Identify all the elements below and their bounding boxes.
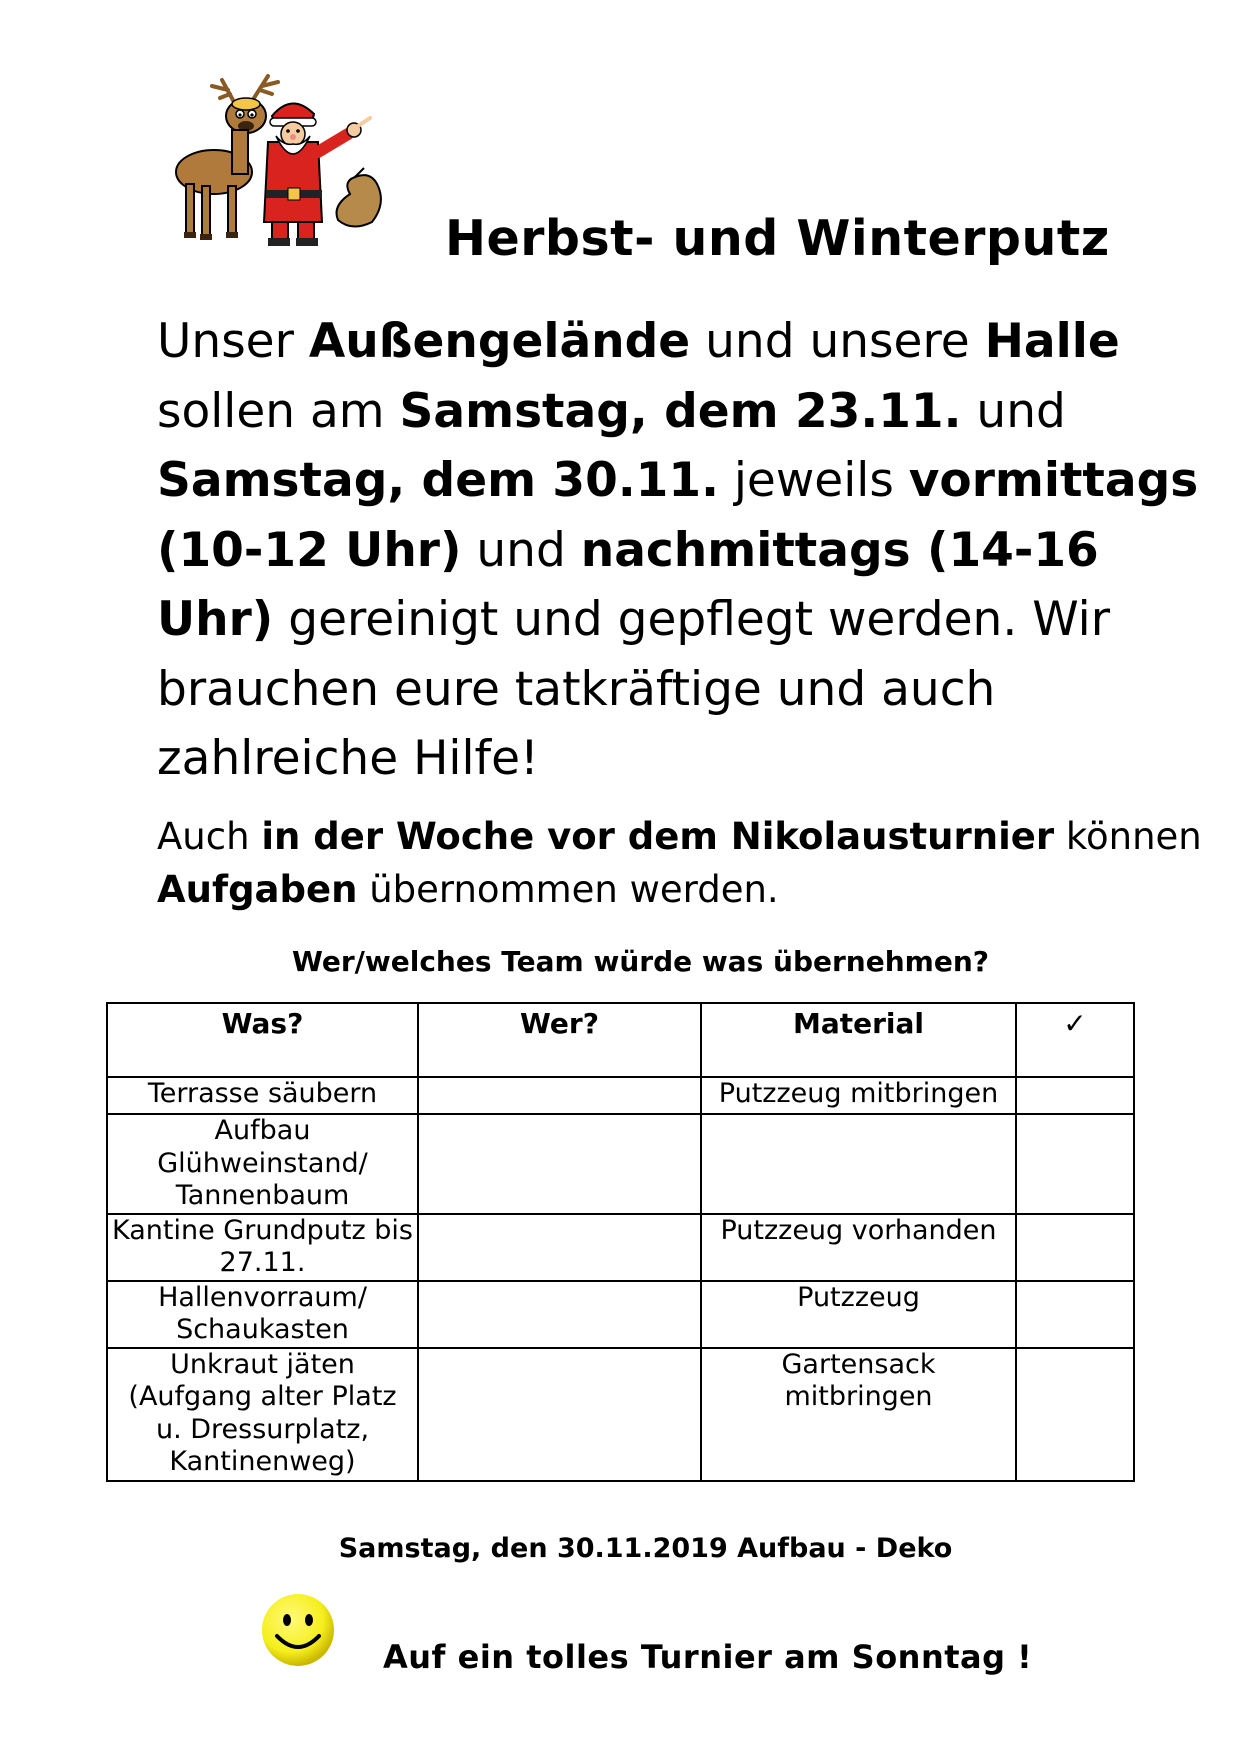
reindeer-santa-illustration <box>172 72 404 252</box>
week-paragraph: Auch in der Woche vor dem Nikolausturnier können Aufgaben übernommen werden. <box>157 815 1202 911</box>
task-table <box>106 1002 1135 1482</box>
page-title: Herbst- und Winterputz <box>445 210 1110 267</box>
cell-task: Terrasse säubern <box>107 1077 418 1114</box>
cell-who[interactable] <box>418 1114 701 1214</box>
table-header-row <box>107 1003 1134 1077</box>
cell-check[interactable] <box>1016 1348 1134 1481</box>
column-header-wer: Wer? <box>418 1003 701 1077</box>
cell-material <box>701 1114 1016 1214</box>
table-row <box>107 1077 1134 1114</box>
deco-date-line: Samstag, den 30.11.2019 Aufbau - Deko <box>338 1533 953 1564</box>
cell-material: Putzzeug vorhanden <box>701 1214 1016 1281</box>
table-row <box>107 1281 1134 1348</box>
cell-who[interactable] <box>418 1281 701 1348</box>
column-header-checkmark: ✓ <box>1016 1003 1134 1077</box>
cell-check[interactable] <box>1016 1281 1134 1348</box>
cell-who[interactable] <box>418 1214 701 1281</box>
column-header-was: Was? <box>107 1003 418 1077</box>
cell-check[interactable] <box>1016 1114 1134 1214</box>
cell-who[interactable] <box>418 1348 701 1481</box>
smiley-face-icon <box>260 1592 336 1668</box>
intro-paragraph: Unser Außengelände und unsere Halle sollen am Samstag, dem 23.11. und Samstag, dem 30.11. jeweils vormittags (10-12 Uhr) und nachmittags (14-16 Uhr) gereinigt und gepflegt werden. Wir brauchen eure tatkräftige und auch zahlreiche Hilfe! <box>157 314 1199 786</box>
cell-who[interactable] <box>418 1077 701 1114</box>
column-header-material: Material <box>701 1003 1016 1077</box>
table-row <box>107 1348 1134 1481</box>
table-heading: Wer/welches Team würde was übernehmen? <box>291 945 990 978</box>
cell-check[interactable] <box>1016 1077 1134 1114</box>
cell-material: Putzzeug mitbringen <box>701 1077 1016 1114</box>
cell-task: Unkraut jäten (Aufgang alter Platz u. Dressurplatz, Kantinenweg) <box>107 1348 418 1481</box>
table-row <box>107 1214 1134 1281</box>
cell-task: Kantine Grundputz bis 27.11. <box>107 1214 418 1281</box>
table-row <box>107 1114 1134 1214</box>
cell-material: Putzzeug <box>701 1281 1016 1348</box>
closing-message: Auf ein tolles Turnier am Sonntag ! <box>383 1638 1033 1676</box>
cell-material: Gartensack mitbringen <box>701 1348 1016 1481</box>
cell-task: Hallenvorraum/ Schaukasten <box>107 1281 418 1348</box>
cell-check[interactable] <box>1016 1214 1134 1281</box>
cell-task: Aufbau Glühweinstand/ Tannenbaum <box>107 1114 418 1214</box>
